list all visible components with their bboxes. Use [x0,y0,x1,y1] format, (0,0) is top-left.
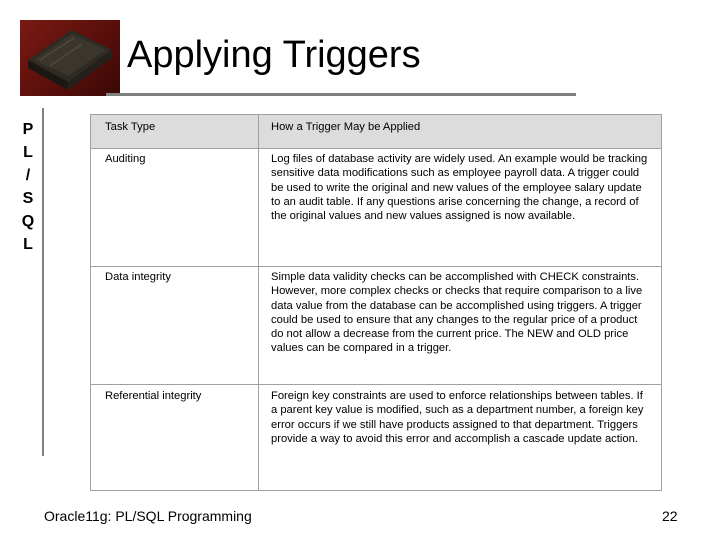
task-cell: Data integrity [91,267,259,385]
side-letter: L [23,236,33,253]
description-cell: Foreign key constraints are used to enforce relationships between tables. If a parent key value is modified, such as a department number, a foreign key error occurs if we still have products assigned to that department. Triggers provide a way to avoid this error and accomplish a cascade update action. [259,385,662,491]
book-image [20,20,120,96]
side-letter: / [25,167,31,184]
side-divider [42,108,44,456]
table-row [91,149,662,267]
side-label [18,118,38,256]
side-letter: S [22,190,34,207]
description-cell: Log files of database activity are widely used. An example would be tracking sensitive data modifications such as employee payroll data. A trigger could be used to write the original and new values of the employee salary update to an audit table. If any questions arise concerning the change, a record of the original values and new values assigned is now available. [259,149,662,267]
table-row [91,267,662,385]
side-letter: P [22,121,34,138]
description-cell: Simple data validity checks can be accomplished with CHECK constraints. However, more complex checks or checks that require comparison to a live data value from the database can be accomplished using triggers. A trigger could be used to ensure that any changes to the regular price of a product do not allow a decrease from the current price. The NEW and OLD price values can be compared in a trigger. [259,267,662,385]
header-cell-task-type: Task Type [91,115,259,149]
task-cell: Auditing [91,149,259,267]
side-letter: Q [21,213,35,230]
task-cell: Referential integrity [91,385,259,491]
header-cell-how-applied: How a Trigger May be Applied [259,115,662,149]
slide-title: Applying Triggers [127,34,421,76]
page-number: 22 [662,508,678,524]
title-divider [106,93,576,96]
triggers-table [90,114,662,491]
table-row [91,385,662,491]
side-letter: L [23,144,33,161]
footer-course-title: Oracle11g: PL/SQL Programming [44,508,252,524]
table-header-row [91,115,662,149]
